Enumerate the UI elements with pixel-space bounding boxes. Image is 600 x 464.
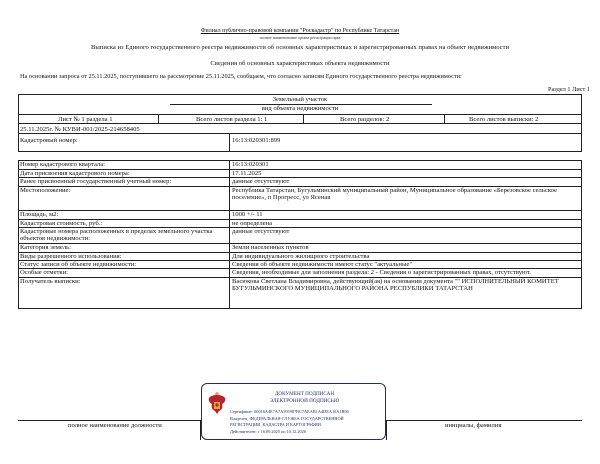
- branch-name: Филиал публично-правовой компании "Роскадастр" по Республике Татарстан: [200, 28, 400, 34]
- sections-total: Всего разделов: 2: [340, 116, 390, 123]
- stamp-validity: Действителен: с 16.09.2025 по 10.12.2026: [230, 429, 306, 434]
- request-basis: На основании запроса от 25.11.2025, поступившего на рассмотрение 25.11.2025, сообщаем, что согласно записям Единого государственного реестра недвижимости:: [20, 73, 462, 80]
- row-value: данные отсутствуют: [232, 178, 290, 185]
- stamp-owner: Владелец: ФЕДЕРАЛЬНАЯ СЛУЖБА ГОСУДАРСТВЕННОЙ: [230, 416, 344, 421]
- section-label: Раздел 1 Лист 1: [547, 86, 590, 93]
- row-value: Сведения об объекте недвижимости имеют статус "актуальные": [232, 261, 413, 268]
- row-label: Категория земель:: [20, 244, 71, 251]
- row-value: Земли населенных пунктов: [232, 244, 309, 251]
- stamp-certificate: Сертификат: 00016A4E7A7A595987BC7AEAB1A4DEA10A1B96: [230, 409, 349, 414]
- name-caption: инициалы, фамилия: [445, 422, 502, 429]
- cadastral-number-value: 16:13:020301:899: [232, 137, 281, 144]
- row-label: Кадастровая стоимость, руб.:: [20, 220, 103, 227]
- row-label: Получатель выписки:: [20, 278, 81, 285]
- stamp-subtitle: ЭЛЕКТРОННОЙ ПОДПИСЬЮ: [269, 398, 340, 404]
- sheet-number: Лист № 1 раздела 1: [58, 116, 113, 123]
- row-label: Виды разрешенного использования:: [20, 253, 122, 260]
- row-label: Статус записи об объекте недвижимости:: [20, 261, 137, 268]
- object-type: Земельный участок: [272, 96, 328, 103]
- row-value: 1000 +/- 11: [232, 211, 263, 218]
- row-label: Кадастровые номера расположенных в пределах земельного участка объектов недвижимости:: [20, 228, 213, 243]
- row-value: не определена: [232, 220, 273, 227]
- row-value: 17.11.2025: [232, 170, 262, 177]
- document-subtitle: Сведения об основных характеристиках объекта недвижимости: [210, 60, 390, 67]
- row-label: Особые отметки:: [20, 269, 68, 276]
- stamp-owner-continued: РЕГИСТРАЦИИ, КАДАСТРА И КАРТОГРАФИИ: [230, 422, 321, 427]
- document-title: Выписка из Единого государственного реестра недвижимости об основных характеристиках и зарегистрированных правах на объект недвижимости: [90, 44, 510, 51]
- electronic-signature-stamp: [201, 383, 386, 440]
- sheets-total: Всего листов выписки: 2: [469, 116, 539, 123]
- row-label: Номер кадастрового квартала:: [20, 161, 105, 168]
- row-value: данные отсутствуют: [232, 228, 290, 235]
- row-value: Для индивидуального жилищного строительства: [232, 253, 370, 260]
- position-caption: полное наименование должности: [68, 422, 162, 429]
- coat-of-arms-emblem: [206, 392, 228, 416]
- object-type-caption: вид объекта недвижимости: [261, 105, 339, 112]
- row-label: Дата присвоения кадастрового номера:: [20, 170, 130, 177]
- row-label: Ранее присвоенный государственный учетный номер:: [20, 178, 172, 185]
- row-value: 16:13:020301: [232, 161, 269, 168]
- row-value: Сведения, необходимые для заполнения раздела: 2 - Сведения о зарегистрированных правах, отсутствуют.: [232, 269, 531, 276]
- cadastral-number-label: Кадастровый номер:: [20, 137, 78, 144]
- row-value: Васюкова Светлана Владимировна, действующий(ая) на основании документа "" ИСПОЛНИТЕЛЬНЫЙ КОМИТЕТ БУГУЛЬМИНСКОГО МУНИЦИПАЛЬНОГО РАЙОНА РЕСПУБЛИКИ ТАТАРСТАН: [232, 278, 559, 293]
- row-label: Местоположение:: [20, 187, 71, 194]
- sheets-in-section: Всего листов раздела 1: 1: [196, 116, 268, 123]
- branch-caption: полное наименование органа регистрации прав: [259, 35, 341, 40]
- row-value: Республика Татарстан, Бугульминский муниципальный район, Муниципальное образование «Березовское сельское поселение», п Прогресс, ул Ясеная: [232, 187, 557, 202]
- row-label: Площадь, м2:: [20, 211, 59, 218]
- stamp-title: ДОКУМЕНТ ПОДПИСАН: [274, 391, 335, 397]
- extract-date-number: 25.11.2025г. № КУВИ-001/2025-214658405: [20, 126, 140, 133]
